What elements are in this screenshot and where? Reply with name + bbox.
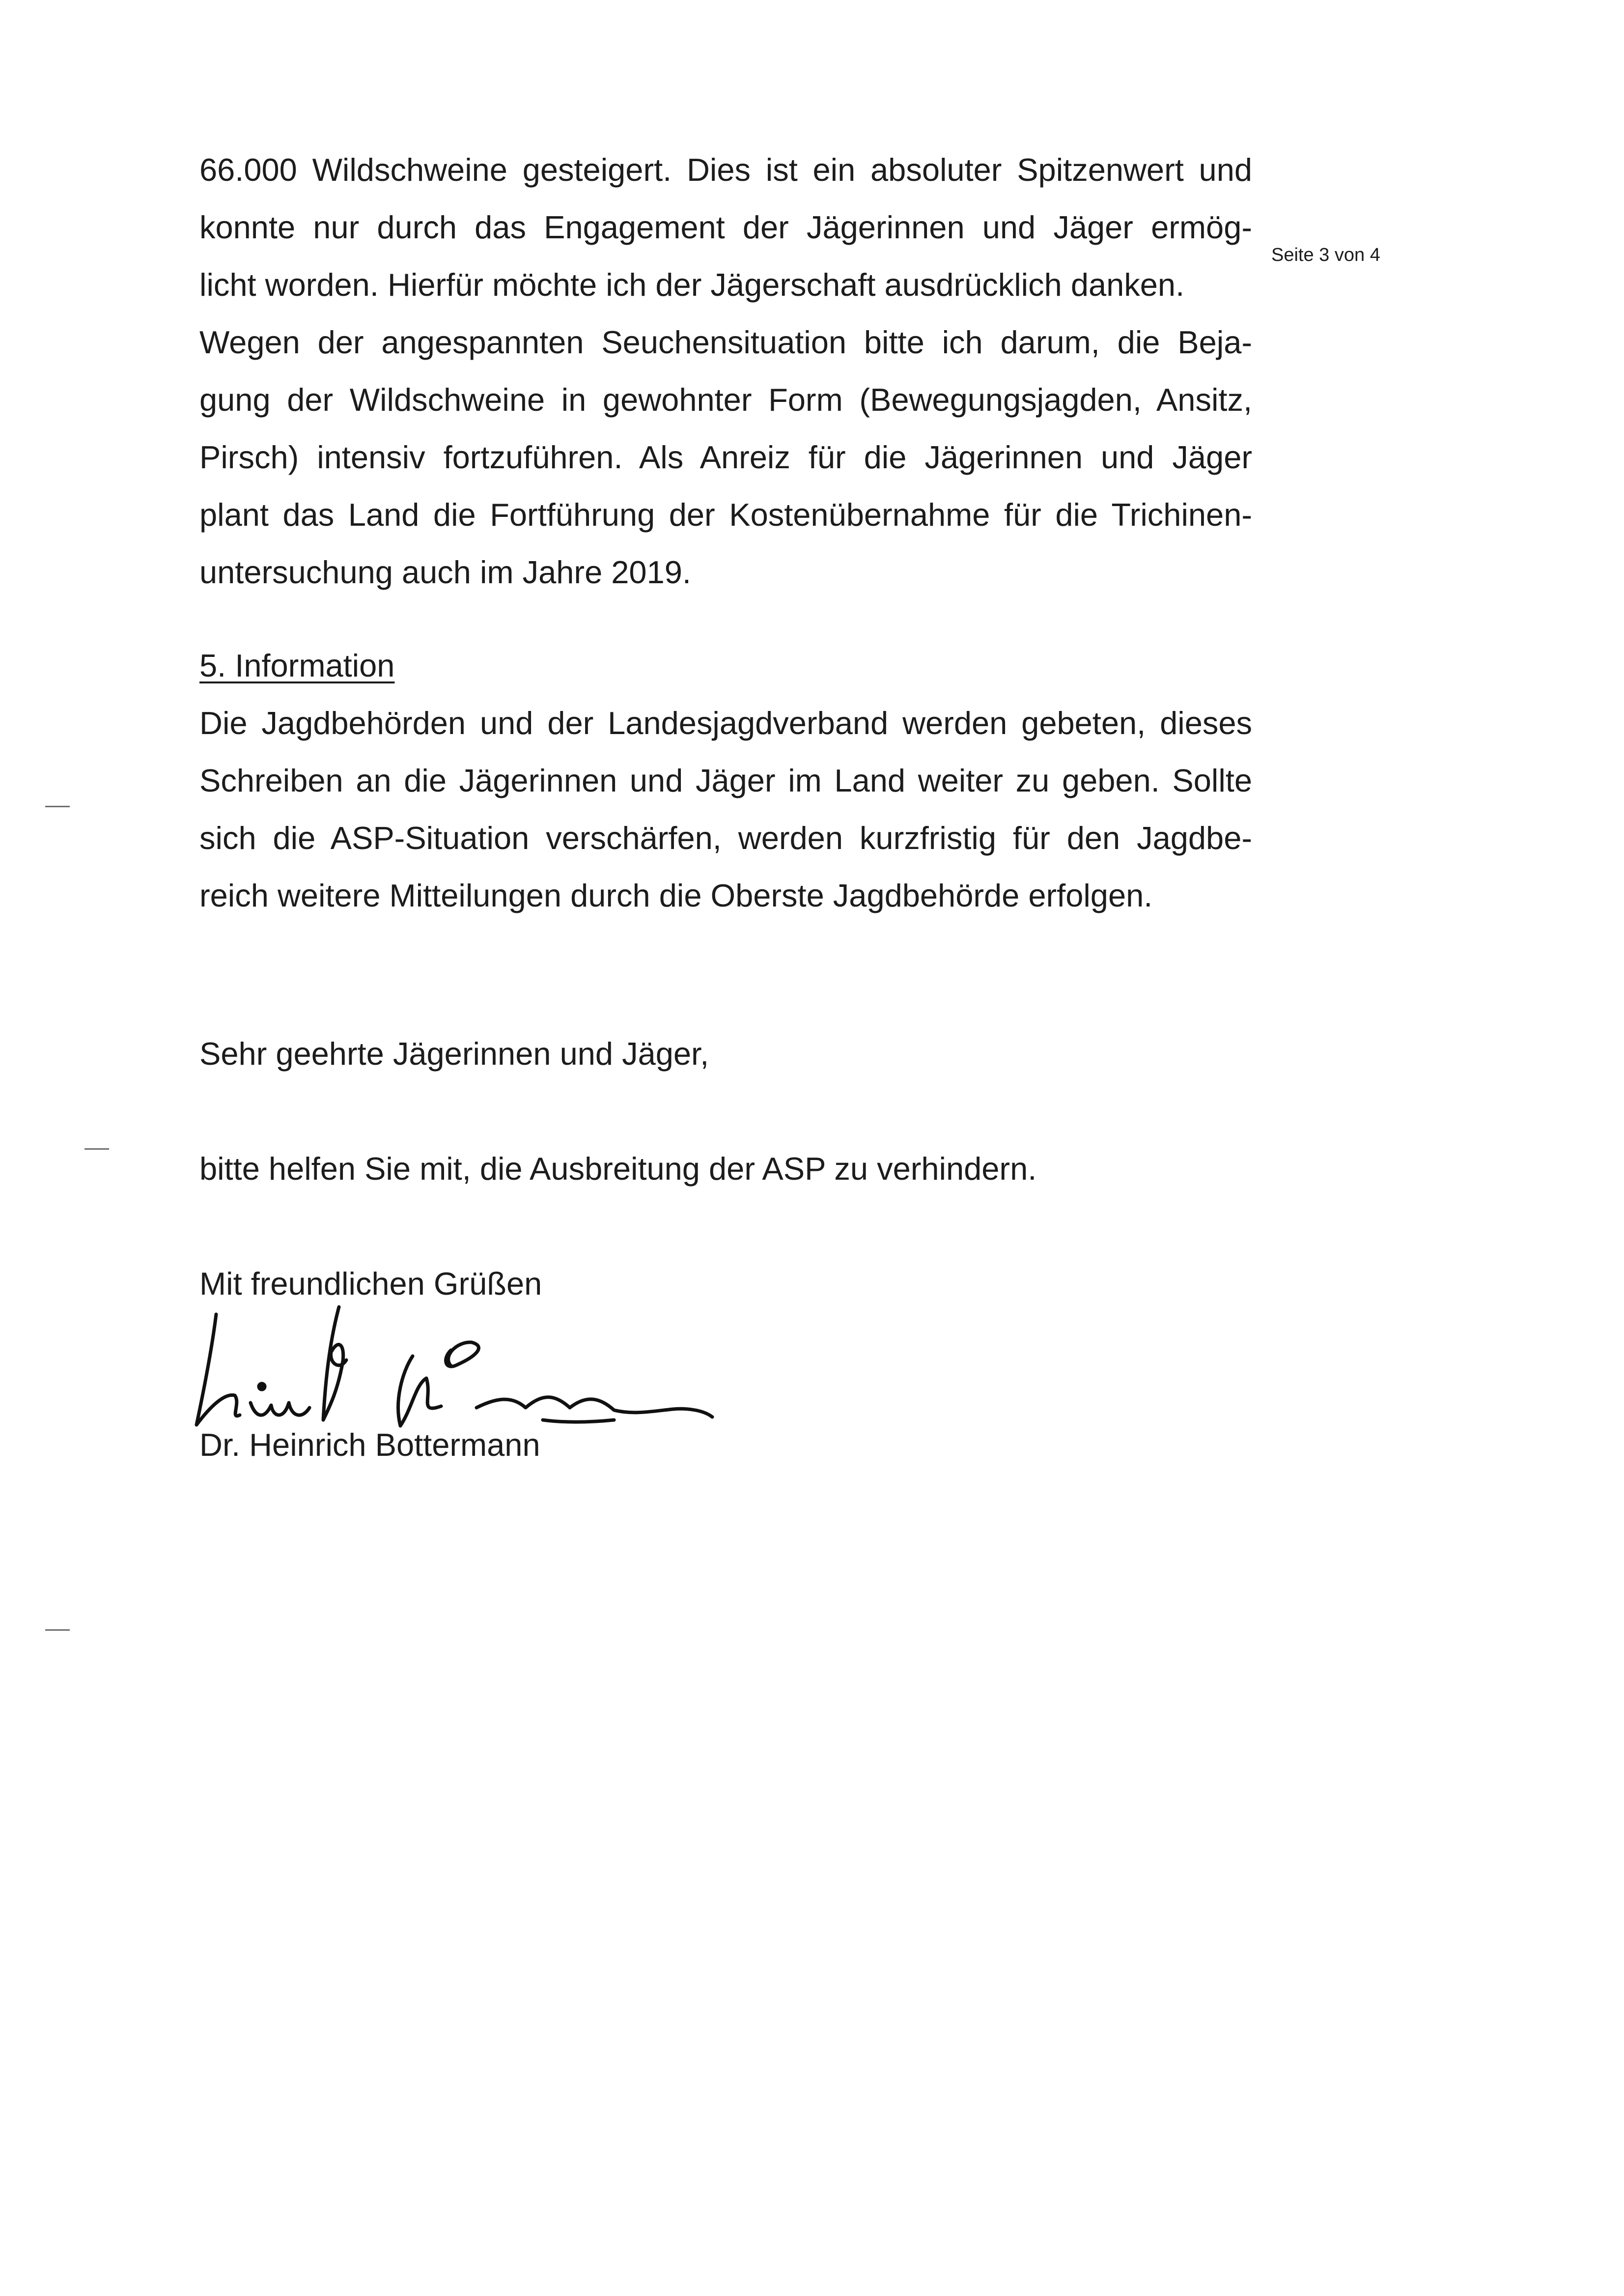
paragraph-line: gung der Wildschweine in gewohnter Form (Bewegungsjagden, Ansitz, — [199, 382, 1252, 418]
paragraph-line: 66.000 Wildschweine gesteigert. Dies ist ein absoluter Spitzenwert und — [199, 152, 1252, 188]
handwritten-signature — [182, 1297, 717, 1440]
paragraph-line: licht worden. Hierfür möchte ich der Jägerschaft ausdrücklich danken. — [199, 267, 1185, 303]
section-line: Schreiben an die Jägerinnen und Jäger im Land weiter zu geben. Sollte — [199, 763, 1252, 798]
paragraph-line: Pirsch) intensiv fortzuführen. Als Anreiz für die Jägerinnen und Jäger — [199, 439, 1252, 475]
section-line: Die Jagdbehörden und der Landesjagdverband werden gebeten, dieses — [199, 705, 1252, 741]
paragraph-line: untersuchung auch im Jahre 2019. — [199, 554, 691, 590]
page-number: Seite 3 von 4 — [1271, 245, 1380, 265]
margin-mark — [45, 1629, 70, 1631]
section-line: sich die ASP-Situation verschärfen, werden kurzfristig für den Jagdbe- — [199, 820, 1252, 856]
closing-greeting: Mit freundlichen Grüßen — [199, 1266, 542, 1302]
paragraph-line: konnte nur durch das Engagement der Jägerinnen und Jäger ermög- — [199, 209, 1252, 245]
paragraph-line: Wegen der angespannten Seuchensituation bitte ich darum, die Beja- — [199, 324, 1252, 360]
paragraph-line: plant das Land die Fortführung der Kostenübernahme für die Trichinen- — [199, 497, 1252, 533]
margin-mark — [84, 1148, 109, 1150]
margin-mark — [45, 806, 70, 807]
appeal-line: bitte helfen Sie mit, die Ausbreitung der ASP zu verhindern. — [199, 1151, 1037, 1187]
salutation: Sehr geehrte Jägerinnen und Jäger, — [199, 1036, 709, 1072]
section-line: reich weitere Mitteilungen durch die Oberste Jagdbehörde erfolgen. — [199, 878, 1153, 913]
section-heading: 5. Information — [199, 648, 395, 683]
signatory-name: Dr. Heinrich Bottermann — [199, 1427, 540, 1463]
